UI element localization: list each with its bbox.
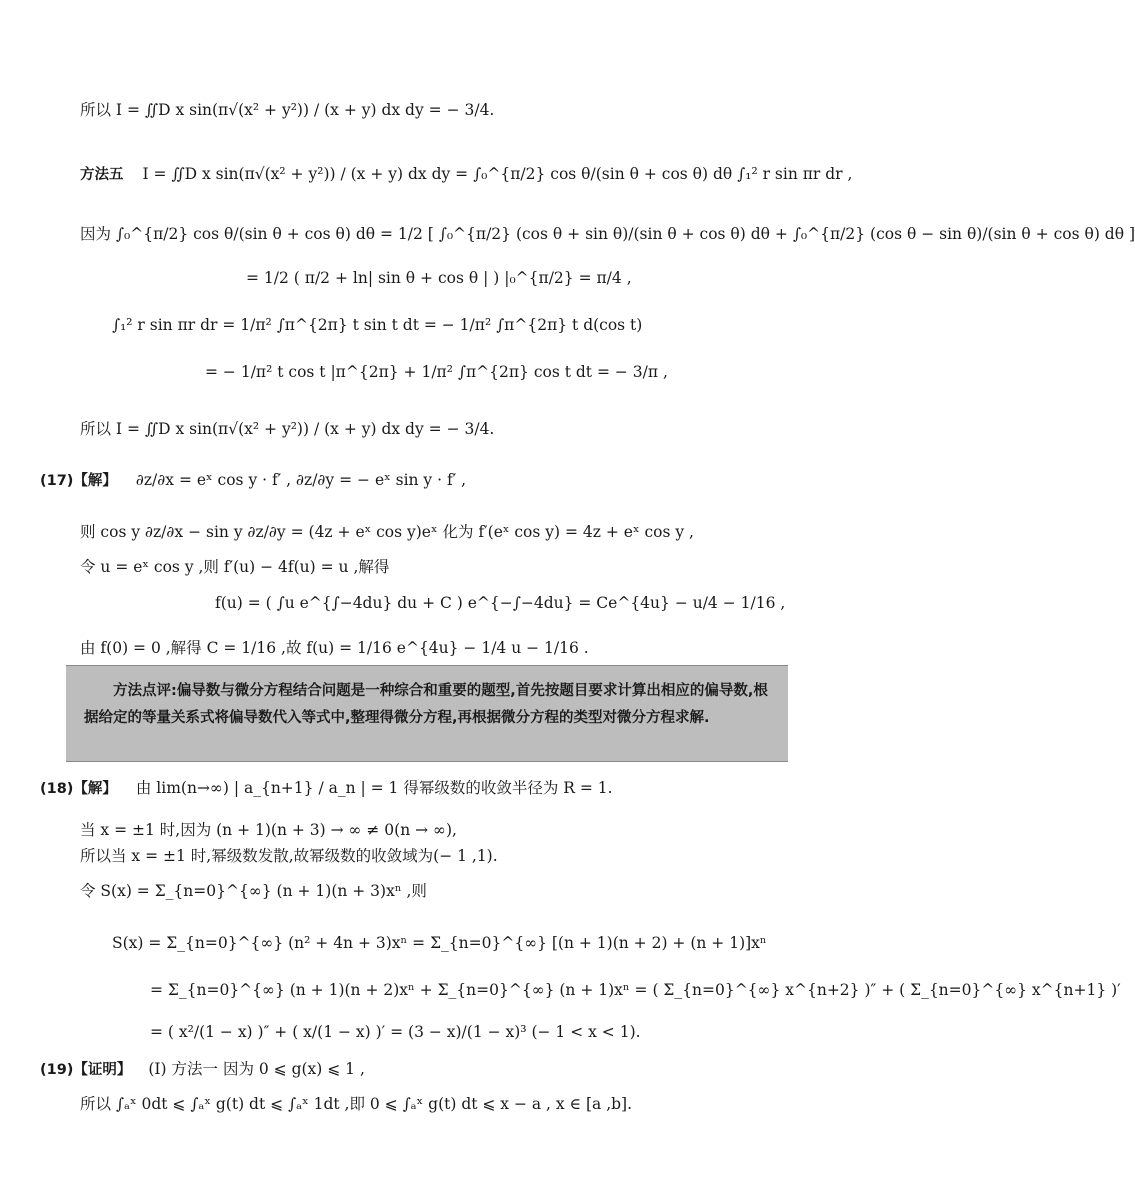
line-12: 由 f(0) = 0 ,解得 C = 1/16 ,故 f(u) = 1/16 e^{4u} − 1/4 u − 1/16 . — [80, 639, 589, 657]
problem-18-label: (18)【解】 — [40, 781, 117, 797]
line-4: = 1/2 ( π/2 + ln| sin θ + cos θ | ) |₀^{π/2} = π/4 , — [246, 269, 632, 287]
line-11: f(u) = ( ∫u e^{∫−4du} du + C ) e^{−∫−4du} = Ce^{4u} − u/4 − 1/16 , — [215, 594, 786, 612]
method-comment-box — [66, 665, 788, 762]
line-18: = Σ_{n=0}^{∞} (n + 1)(n + 2)xⁿ + Σ_{n=0}^{∞} (n + 1)xⁿ = ( Σ_{n=0}^{∞} x^{n+2} )″ + ( Σ_{n=0}^{∞} x^{n+1} )′ — [150, 981, 1121, 999]
line-21: 所以 ∫ₐˣ 0dt ⩽ ∫ₐˣ g(t) dt ⩽ ∫ₐˣ 1dt ,即 0 ⩽ ∫ₐˣ g(t) dt ⩽ x − a , x ∈ [a ,b]. — [80, 1095, 633, 1113]
line-10: 令 u = eˣ cos y ,则 f′(u) − 4f(u) = u ,解得 — [80, 558, 390, 576]
line-19: = ( x²/(1 − x) )″ + ( x/(1 − x) )′ = (3 − x)/(1 − x)³ (− 1 < x < 1). — [150, 1023, 641, 1041]
line-15: 所以当 x = ±1 时,幂级数发散,故幂级数的收敛域为(− 1 ,1). — [80, 847, 498, 865]
line-5: ∫₁² r sin πr dr = 1/π² ∫π^{2π} t sin t dt = − 1/π² ∫π^{2π} t d(cos t) — [112, 316, 643, 334]
line-9: 则 cos y ∂z/∂x − sin y ∂z/∂y = (4z + eˣ cos y)eˣ 化为 f′(eˣ cos y) = 4z + eˣ cos y , — [80, 523, 694, 541]
problem-17-label: (17)【解】 — [40, 473, 117, 489]
line-8: (17)【解】 ∂z/∂x = eˣ cos y · f′ , ∂z/∂y = − eˣ sin y · f′ , — [40, 471, 467, 489]
line-7: 所以 I = ∬D x sin(π√(x² + y²)) / (x + y) dx dy = − 3/4. — [80, 420, 495, 438]
problem-19-label: (19)【证明】 — [40, 1062, 132, 1078]
line-1: 所以 I = ∬D x sin(π√(x² + y²)) / (x + y) dx dy = − 3/4. — [80, 101, 495, 119]
method-five-label: 方法五 — [80, 167, 124, 183]
line-16: 令 S(x) = Σ_{n=0}^{∞} (n + 1)(n + 3)xⁿ ,则 — [80, 882, 427, 900]
line-13: (18)【解】 由 lim(n→∞) | a_{n+1} / a_n | = 1 得幂级数的收敛半径为 R = 1. — [40, 779, 613, 797]
method-comment-heading: 方法点评: — [113, 683, 177, 699]
line-6: = − 1/π² t cos t |π^{2π} + 1/π² ∫π^{2π} cos t dt = − 3/π , — [205, 363, 668, 381]
line-14: 当 x = ±1 时,因为 (n + 1)(n + 3) → ∞ ≠ 0(n → ∞), — [80, 821, 457, 839]
line-3: 因为 ∫₀^{π/2} cos θ/(sin θ + cos θ) dθ = 1/2 [ ∫₀^{π/2} (cos θ + sin θ)/(sin θ + cos θ) dθ + ∫₀^{π/2} (cos θ − sin θ)/(sin θ + cos θ) dθ ] — [80, 225, 1135, 243]
line-20: (19)【证明】 (Ⅰ) 方法一 因为 0 ⩽ g(x) ⩽ 1 , — [40, 1060, 365, 1078]
method-comment-text: 偏导数与微分方程结合问题是一种综合和重要的题型,首先按题目要求计算出相应的偏导数,根据给定的等量关系式将偏导数代入等式中,整理得微分方程,再根据微分方程的类型对微分方程求解. — [84, 683, 768, 726]
line-17: S(x) = Σ_{n=0}^{∞} (n² + 4n + 3)xⁿ = Σ_{n=0}^{∞} [(n + 1)(n + 2) + (n + 1)]xⁿ — [112, 934, 767, 952]
line-2: 方法五 I = ∬D x sin(π√(x² + y²)) / (x + y) dx dy = ∫₀^{π/2} cos θ/(sin θ + cos θ) dθ ∫₁² r sin πr dr , — [80, 165, 853, 183]
